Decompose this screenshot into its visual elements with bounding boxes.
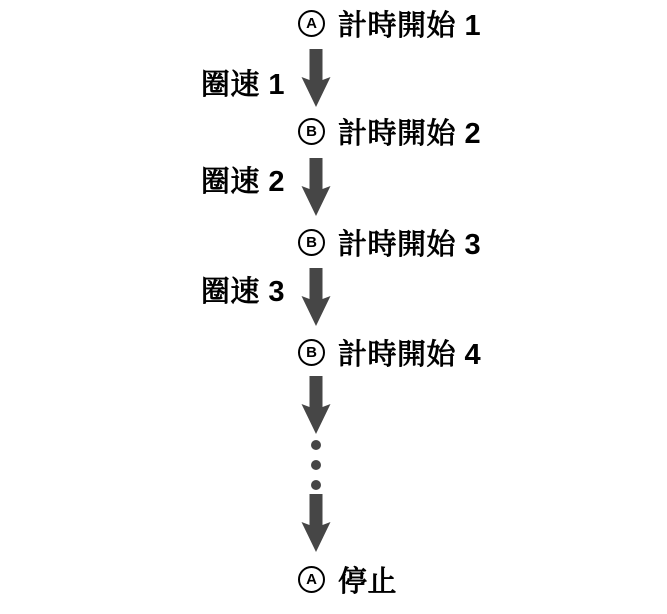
lap-label-2: 圈速 2 [200, 166, 285, 198]
lap-label-3: 圈速 3 [200, 276, 285, 308]
ellipsis-dot [311, 480, 321, 490]
down-arrow-shape [302, 158, 331, 216]
down-arrow-shape [302, 376, 331, 434]
down-arrow-shape [302, 268, 331, 326]
step-row-stop [298, 564, 398, 598]
step-label: 計時開始 2 [338, 117, 482, 150]
lap-label-1: 圈速 1 [200, 69, 285, 101]
down-arrow-icon [301, 376, 331, 434]
step-label: 停止 [338, 565, 398, 598]
ellipsis-dot [311, 460, 321, 470]
step-label: 計時開始 1 [338, 9, 482, 42]
circled-a-marker: A [298, 10, 325, 37]
down-arrow-icon [301, 158, 331, 216]
step-row-timing-start-3 [298, 227, 482, 261]
circled-b-marker: B [298, 118, 325, 145]
step-label: 計時開始 3 [338, 228, 482, 261]
step-label: 計時開始 4 [338, 338, 482, 371]
down-arrow-icon [301, 494, 331, 552]
circled-b-marker: B [298, 339, 325, 366]
step-row-timing-start-1 [298, 8, 482, 42]
step-row-timing-start-2 [298, 116, 482, 150]
down-arrow-shape [302, 494, 331, 552]
circled-b-marker: B [298, 229, 325, 256]
circled-a-marker: A [298, 566, 325, 593]
step-row-timing-start-4 [298, 337, 482, 371]
down-arrow-icon [301, 49, 331, 107]
ellipsis-dot [311, 440, 321, 450]
down-arrow-icon [301, 268, 331, 326]
down-arrow-shape [302, 49, 331, 107]
